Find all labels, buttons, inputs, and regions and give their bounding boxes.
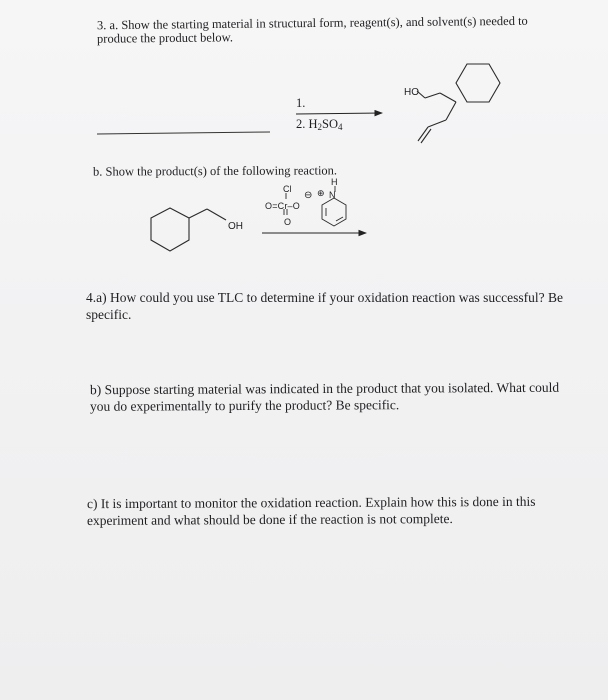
reagent-cl-label: Cl [283, 184, 292, 194]
q3a-prompt-line2: produce the product below. [96, 30, 234, 46]
reactant-oh-label: OH [228, 221, 243, 232]
reactant-structure [151, 208, 226, 251]
reagent-minus-charge: ⊖ [304, 190, 313, 201]
q3a-prompt-line1: 3. a. Show the starting material in structural form, reagent(s), and solvent(s) needed to [96, 13, 528, 33]
pcc-reagent-structure [284, 186, 346, 226]
reagent-cr-label: O=Cr–O [265, 201, 300, 211]
reagent-h-label: H [331, 177, 338, 187]
q4b-prompt-line1: b) Suppose starting material was indicated in the product that you isolated. What could [89, 379, 560, 398]
reagent-step2-label: 2. $H_2SO_4$ [296, 117, 343, 132]
q4c-prompt-line1: c) It is important to monitor the oxidation reaction. Explain how this is done in this [86, 493, 536, 512]
product-ho-label: HO [404, 87, 419, 98]
q3b-prompt: b. Show the product(s) of the following reaction. [92, 163, 338, 179]
reagent-o-label: O [284, 217, 292, 227]
product-structure [417, 64, 500, 143]
reaction-arrow-3a [296, 113, 382, 114]
q4a-prompt-line1: 4.a) How could you use TLC to determine if your oxidation reaction was successful? Be [86, 290, 564, 305]
reagent-n-label: N [329, 190, 336, 200]
answer-blank-line [97, 132, 270, 134]
reagent-plus-charge: ⊕ [317, 188, 325, 198]
q4b-prompt-line2: you do experimentally to purify the product? Be specific. [89, 397, 400, 414]
reagent-step1-label: 1. [296, 96, 306, 110]
q4c-prompt-line2: experiment and what should be done if the reaction is not complete. [86, 511, 453, 528]
q4a-prompt-line2: specific. [86, 307, 132, 322]
